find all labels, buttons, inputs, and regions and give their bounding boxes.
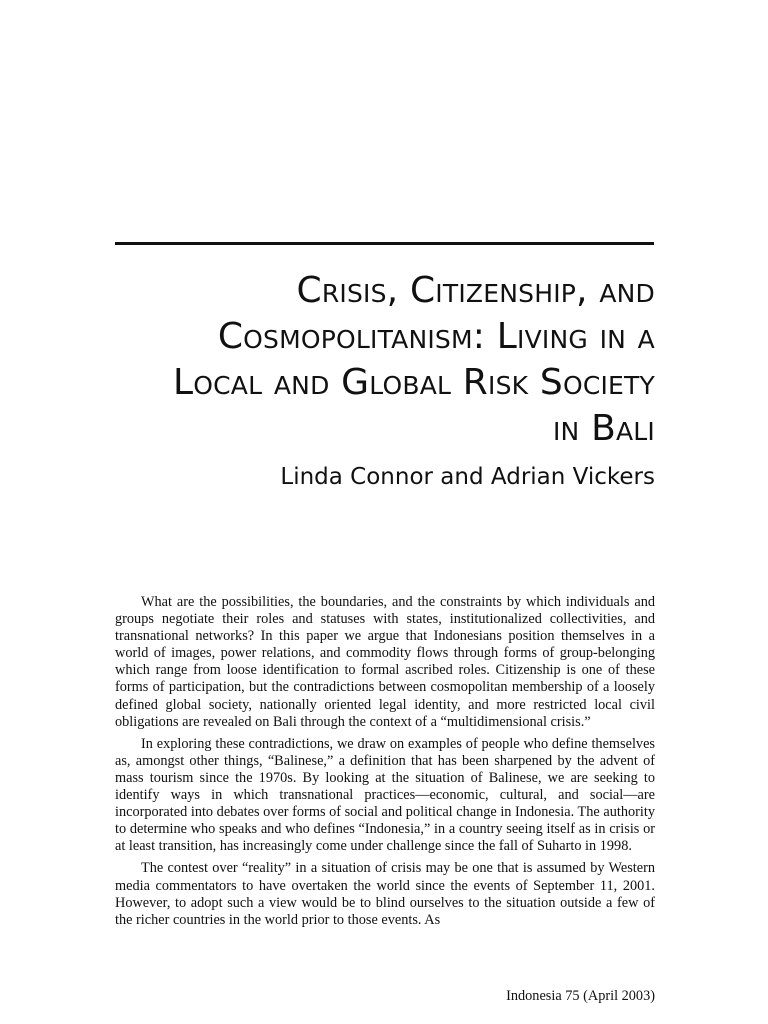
article-authors: Linda Connor and Adrian Vickers xyxy=(280,464,655,490)
title-line-2: Cosmopolitanism: Living in a xyxy=(217,316,655,357)
title-line-3: Local and Global Risk Society xyxy=(173,362,655,403)
body-paragraph-1: What are the possibilities, the boundaries, and the constraints by which individuals and groups negotiate their roles and statuses with states, institutionalized collectivities, and transnational networks? In this paper we argue that Indonesians position themselves in a world of images, power relations, and commodity flows through forms of group-belonging which range from loose identification to formal ascribed roles. Citizenship is one of these forms of participation, but the contradictions between cosmopolitan membership of a loosely defined global society, nationally oriented legal identity, and more restricted local civil obligations are revealed on Bali through the context of a “multidimensional crisis.” xyxy=(115,594,655,730)
article-title xyxy=(110,268,655,452)
article-body xyxy=(115,594,655,934)
title-rule xyxy=(115,242,654,245)
title-line-4: in Bali xyxy=(552,408,655,449)
body-paragraph-3: The contest over “reality” in a situation of crisis may be one that is assumed by Western media commentators to have overtaken the world since the events of September 11, 2001. However, to adopt such a view would be to blind ourselves to the situation outside a few of the richer countries in the world prior to those events. As xyxy=(115,860,655,928)
journal-citation-footer: Indonesia 75 (April 2003) xyxy=(506,988,655,1004)
body-paragraph-2: In exploring these contradictions, we draw on examples of people who define themselves as, amongst other things, “Balinese,” a definition that has been sharpened by the advent of mass tourism since the 1970s. By looking at the situation of Balinese, we are seeking to identify ways in which transnational practices—economic, cultural, and social—are incorporated into debates over forms of social and political change in Indonesia. The authority to determine who speaks and who defines “Indonesia,” in a country seeing itself as in crisis or at least transition, has increasingly come under challenge since the fall of Suharto in 1998. xyxy=(115,735,655,855)
title-line-1: Crisis, Citizenship, and xyxy=(296,270,655,311)
